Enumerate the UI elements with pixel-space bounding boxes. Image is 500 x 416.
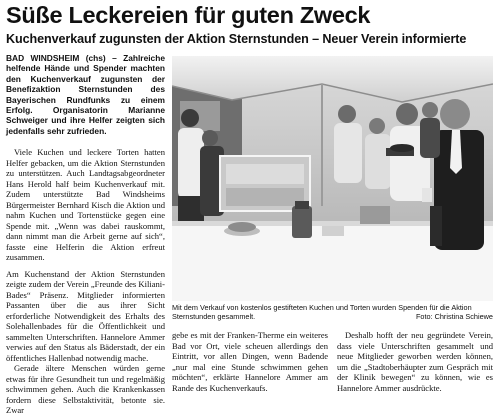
photo-caption: Mit dem Verkauf von kostenlos gestifteten Kuchen und Torten wurden Spenden für die Aktion Sternstunden gesammelt. bbox=[172, 303, 472, 321]
photo-credit: Foto: Christina Schiewe bbox=[415, 312, 493, 321]
dateline: BAD WINDSHEIM (chs) – bbox=[6, 53, 117, 63]
body-paragraph: gebe es mit der Franken-Therme ein weiteres Bad vor Ort, viele scheuen allerdings den Eintritt, vor allen Dingen, wenn Badende „nur mal eine Stunde schwimmen gehen möchten“, erklärte Hannelore Ammer am Rande des Kuchenverkaufs. bbox=[172, 330, 328, 393]
body-paragraph: Deshalb hofft der neu gegründete Verein, dass viele Unterschriften gesammelt und neue Mitglieder geworben werden können, um die „Stadtoberhäupter zum Gespräch mit der Klinik bewegen“ zu können, wie es Hannelore Ammer ausdrückte. bbox=[337, 330, 493, 393]
body-paragraph: Gerade ältere Menschen würden gerne etwas für ihre Gesundheit tun und regelmäßig schwimmen gehen. Auch die Krankenkassen fordern diese Selbstaktivität, betonte sie. Zwar bbox=[6, 363, 165, 416]
lead-text: Zahlreiche helfende Hände und Spender machten den Kuchenverkauf zugunsten der Benefizaktion Sternstunden des Bayerischen Rundfunks zu einem Erfolg. Organisatorin Marianne Schweiger und ihre Helfer zeigten sich jedenfalls sehr zufrieden. bbox=[6, 53, 165, 136]
body-paragraph: Viele Kuchen und leckere Torten hatten Helfer gebacken, um die Aktion Sternstunden zu unterstützen. Auch Landtagsabgeordneter Hans Herold half beim Kuchenverkauf mit. Zudem unterstützte Bad Windsheims Bürgermeister Bernhard Kisch die Aktion und nahm Kuchen und Tortenstücke gegen eine Spende mit. „Wenn was dabei rauskommt, dann nimmt man die Arbeit gerne auf sich“, fasste eine Helferin die Aktion erfreut zusammen. bbox=[6, 147, 165, 263]
lead-paragraph bbox=[6, 53, 165, 136]
subheadline: Kuchenverkauf zugunsten der Aktion Sternstunden – Neuer Verein informierte bbox=[6, 32, 467, 46]
headline: Süße Leckereien für guten Zweck bbox=[6, 2, 371, 28]
article-column-left bbox=[6, 53, 165, 416]
article-column-right bbox=[337, 330, 493, 394]
photo-illustration bbox=[172, 56, 493, 301]
photo-caption-block bbox=[172, 303, 493, 321]
article-column-middle bbox=[172, 330, 328, 394]
article-photo bbox=[172, 56, 493, 301]
body-paragraph: Am Kuchenstand der Aktion Sternstunden zeigte zudem der Verein „Freunde des Kiliani-Bades“ Präsenz. Mitglieder informierten Passanten über die aus ihrer Sicht erforderliche Notwendigkeit des Erhalts des Solehallenbades für die Öffentlichkeit und sammelten Unterschriften. Hannelore Ammer verwies auf den Status als Bäderstadt, der ein öffentliches Hallenbad notwendig mache. bbox=[6, 268, 165, 363]
